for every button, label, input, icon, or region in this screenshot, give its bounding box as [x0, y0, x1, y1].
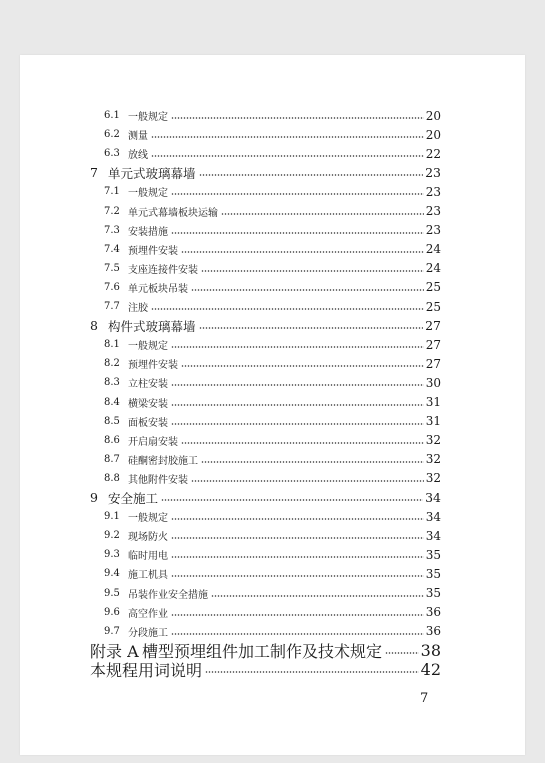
toc-entry-page: 42: [420, 659, 441, 679]
toc-entry-page: 20: [425, 127, 441, 142]
toc-entry: [20, 297, 525, 316]
toc-entry: [20, 469, 525, 488]
dot-leader: [151, 308, 424, 310]
toc-entry-number: 8.1: [104, 339, 120, 351]
toc-entry-title: 一般规定: [128, 112, 168, 123]
toc-entry-number: 8.7: [104, 453, 120, 465]
toc-entry-page: 24: [425, 242, 441, 257]
toc-entry: [20, 507, 525, 526]
dot-leader: [171, 556, 424, 558]
toc-entry-title: 面板安装: [128, 417, 168, 429]
dot-leader: [151, 155, 424, 157]
toc-entry-page: 32: [425, 452, 441, 467]
dot-leader: [191, 480, 424, 482]
toc-entry-title: 硅酮密封胶施工: [128, 455, 198, 467]
toc-entry-number: 6.2: [104, 129, 120, 141]
toc-entry: [20, 488, 525, 507]
toc-entry-page: 25: [425, 299, 441, 314]
dot-leader: [211, 595, 424, 597]
toc-entry: [20, 316, 525, 335]
page-folio: 7: [420, 691, 429, 706]
toc-entry-title: 本规程用词说明: [90, 660, 203, 680]
toc-entry-page: 38: [420, 640, 441, 660]
toc-entry-title: 槽型预埋组件加工制作及技术规定: [142, 641, 383, 661]
dot-leader: [171, 384, 424, 386]
toc-entry-number: 9.7: [104, 625, 120, 637]
dot-leader: [171, 117, 424, 119]
toc-entry-title: 分段施工: [128, 627, 168, 639]
dot-leader: [221, 213, 424, 215]
toc-entry-number: 8.6: [104, 434, 120, 446]
toc-entry-title: 单元式玻璃幕墙: [108, 165, 196, 181]
dot-leader: [385, 652, 419, 654]
toc-entry-title: 安装措施: [128, 226, 168, 238]
toc-entry-title: 注胶: [128, 303, 148, 314]
toc-entry-title: 一般规定: [128, 341, 168, 353]
toc-entry-title: 立柱安装: [128, 379, 168, 391]
toc-entry: [20, 354, 525, 373]
toc-entry: [20, 182, 525, 201]
dot-leader: [181, 442, 424, 444]
toc-entry-page: 34: [425, 509, 441, 524]
toc-entry: [20, 240, 525, 259]
dot-leader: [171, 575, 424, 577]
toc-entry: [20, 603, 525, 622]
toc-entry-number: 9.4: [104, 568, 120, 580]
toc-entry-title: 其他附件安装: [128, 474, 188, 486]
dot-leader: [199, 174, 423, 176]
toc-entry-page: 22: [425, 146, 441, 161]
toc-entry-number: 附录 A: [90, 641, 139, 661]
toc-entry-title: 预埋件安装: [128, 360, 178, 372]
toc-entry-page: 25: [425, 280, 441, 295]
dot-leader: [171, 404, 424, 406]
toc-entry-title: 临时用电: [128, 551, 168, 563]
toc-entry-title: 支座连接件安装: [128, 264, 198, 276]
toc-entry: [20, 584, 525, 603]
toc-entry-page: 35: [425, 547, 441, 562]
toc-entry-number: 7.7: [104, 301, 120, 312]
toc-entry-number: 8.2: [104, 358, 120, 370]
toc-entry-number: 9: [90, 490, 98, 505]
toc-entry: [20, 412, 525, 431]
toc-entry-page: 34: [425, 490, 441, 505]
toc-entry-number: 9.2: [104, 530, 120, 542]
toc-entry: [20, 125, 525, 144]
toc-entry-number: 8.5: [104, 415, 120, 427]
toc-entry-number: 9.1: [104, 511, 120, 523]
toc-entry-title: 单元板块吊装: [128, 283, 188, 295]
toc-entry-page: 23: [425, 165, 441, 181]
toc-entry-title: 一般规定: [128, 513, 168, 525]
toc-entry: [20, 202, 525, 221]
toc-entry-number: 7.3: [104, 224, 120, 236]
toc-entry-number: 7.2: [104, 205, 120, 217]
toc-entry-title: 横梁安装: [128, 398, 168, 410]
toc-entry-number: 9.3: [104, 549, 120, 561]
toc-entry-title: 构件式玻璃幕墙: [108, 318, 196, 334]
dot-leader: [171, 518, 424, 520]
toc-entry-number: 7: [90, 165, 98, 181]
toc-entry-title: 安全施工: [108, 490, 159, 506]
dot-leader: [171, 346, 424, 348]
dot-leader: [181, 251, 424, 253]
toc-entry-number: 9.6: [104, 606, 120, 618]
toc-entry-title: 放线: [128, 150, 148, 162]
toc-entry-number: 7.5: [104, 262, 120, 274]
toc-entry: [20, 526, 525, 545]
toc-entry-page: 27: [425, 337, 441, 352]
toc-entry-page: 30: [425, 375, 441, 390]
toc-entry: [20, 106, 525, 125]
toc-entry-page: 31: [425, 414, 441, 429]
toc-entry-page: 24: [425, 261, 441, 276]
dot-leader: [171, 423, 424, 425]
toc-entry: [20, 259, 525, 278]
toc-entry-title: 测量: [128, 131, 148, 143]
toc-entry: [20, 393, 525, 412]
toc-entry-number: 8.8: [104, 472, 120, 484]
toc-entry-number: 6.1: [104, 110, 120, 121]
toc-entry-number: 8: [90, 318, 98, 334]
dot-leader: [171, 537, 424, 539]
toc-entry-page: 31: [425, 395, 441, 409]
toc-entry: [20, 660, 525, 679]
toc-entry: [20, 335, 525, 354]
toc-entry: [20, 431, 525, 450]
toc-entry: [20, 144, 525, 163]
dot-leader: [171, 614, 424, 616]
toc-entry: [20, 545, 525, 564]
toc-entry-number: 7.4: [104, 243, 120, 255]
toc-entry: [20, 564, 525, 583]
toc-entry-page: 35: [425, 586, 441, 600]
toc-entry: [20, 450, 525, 469]
toc-entry: [20, 278, 525, 297]
toc-entry-number: 7.1: [104, 186, 120, 198]
toc-entry-title: 预埋件安装: [128, 245, 178, 257]
toc-entry: [20, 221, 525, 240]
toc-entry-page: 32: [425, 433, 441, 448]
toc-entry-page: 23: [425, 223, 441, 238]
toc-entry-page: 32: [425, 471, 441, 486]
dot-leader: [151, 136, 424, 138]
toc-entry-page: 27: [425, 356, 441, 371]
dot-leader: [205, 671, 419, 673]
dot-leader: [201, 461, 424, 463]
toc-entry-number: 7.6: [104, 281, 120, 293]
toc-entry-title: 吊装作业安全措施: [128, 589, 208, 601]
toc-entry-title: 施工机具: [128, 570, 168, 582]
toc-entry-page: 36: [425, 624, 441, 639]
toc-entry: [20, 163, 525, 182]
toc-entry-title: 现场防火: [128, 532, 168, 544]
toc-entry-number: 8.4: [104, 396, 120, 408]
dot-leader: [181, 365, 424, 367]
toc-entry-title: 高空作业: [128, 608, 168, 620]
dot-leader: [171, 193, 424, 195]
dot-leader: [191, 289, 424, 291]
toc-entry-page: 36: [425, 605, 441, 620]
dot-leader: [161, 499, 423, 501]
toc-entry-page: 23: [425, 204, 441, 218]
dot-leader: [171, 232, 424, 234]
toc-entry-page: 23: [425, 184, 441, 199]
dot-leader: [171, 633, 424, 635]
toc-entry-title: 开启扇安装: [128, 436, 178, 448]
toc-entry: [20, 373, 525, 392]
toc-entry-page: 34: [425, 528, 441, 543]
toc-entry-page: 35: [425, 566, 441, 581]
toc-entry-number: 8.3: [104, 377, 120, 389]
dot-leader: [201, 270, 424, 272]
toc-entry-page: 20: [425, 108, 441, 123]
dot-leader: [199, 327, 423, 329]
toc-entry-title: 一般规定: [128, 188, 168, 200]
document-page: [20, 55, 525, 755]
toc-entry-number: 6.3: [104, 148, 120, 160]
toc-entry-title: 单元式幕墙板块运输: [128, 207, 218, 219]
toc-entry-number: 9.5: [104, 587, 120, 599]
toc-entry-page: 27: [425, 318, 441, 334]
